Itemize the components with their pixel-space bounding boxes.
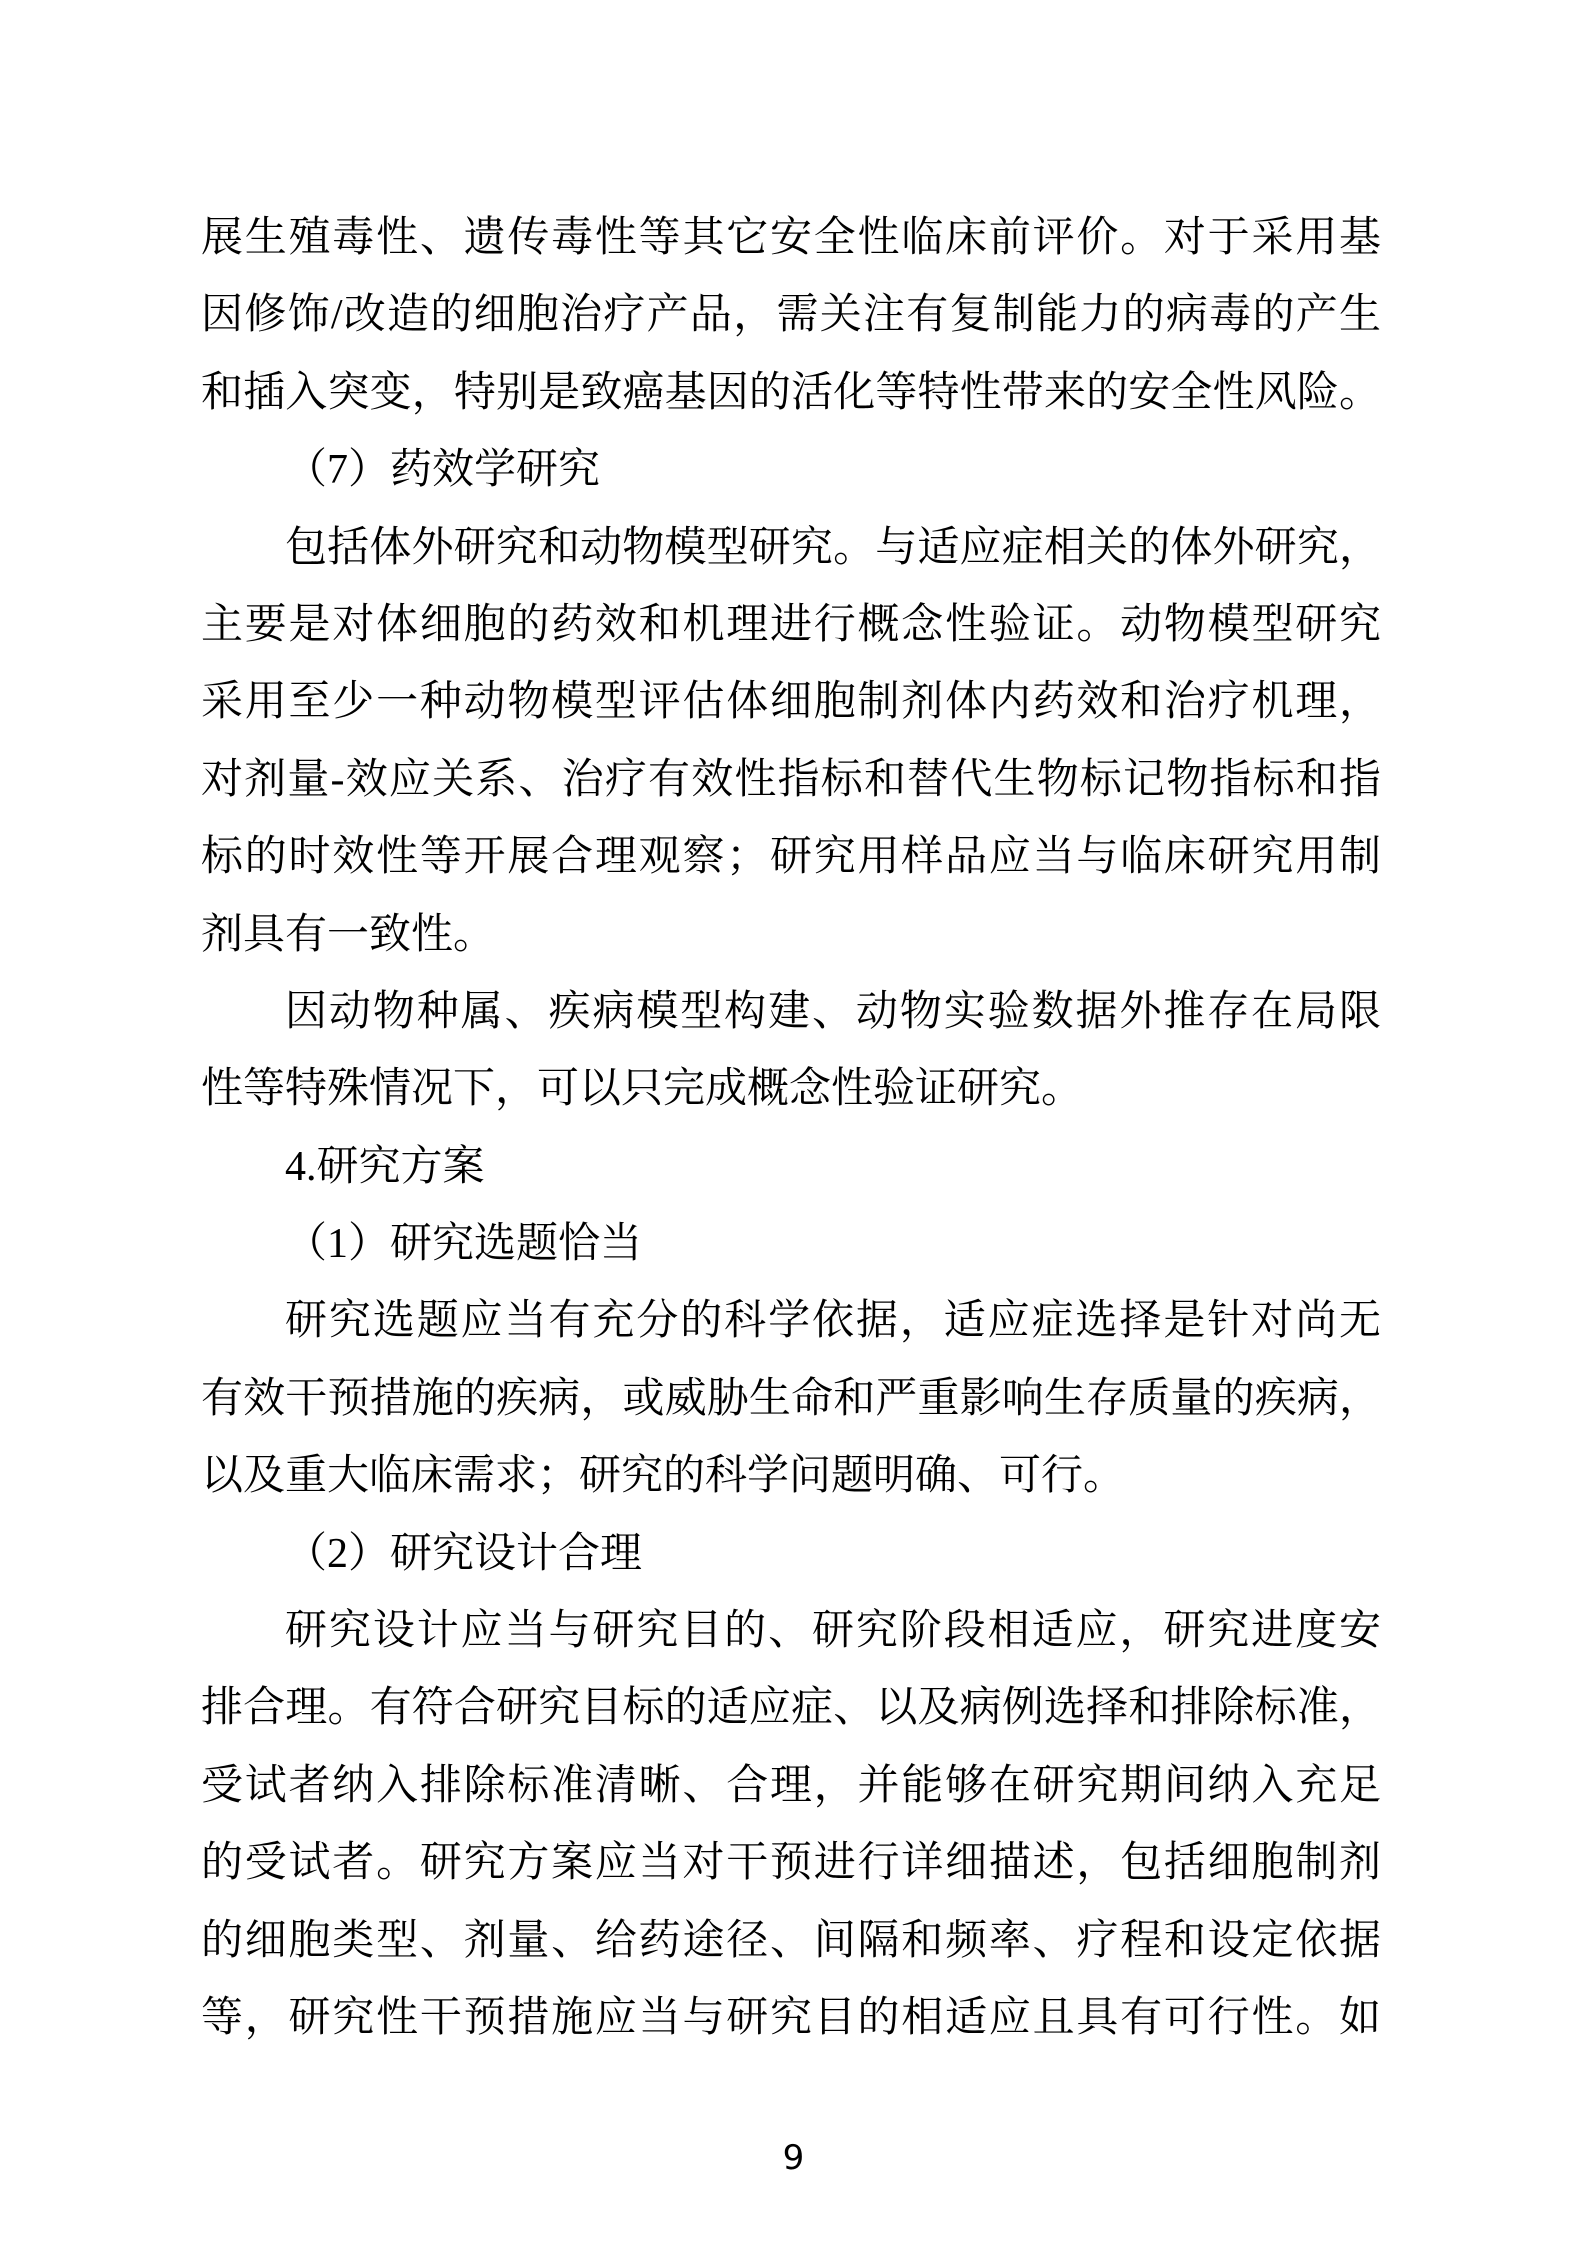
text-line: 因动物种属、疾病模型构建、动物实验数据外推存在局限 [285,988,1381,1035]
text-line: 剂具有一致性。 [201,911,496,958]
text-line: 展生殖毒性、遗传毒性等其它安全性临床前评价。对于采用基 [201,215,1381,261]
text-line: 等，研究性干预措施应当与研究目的相适应且具有可行性。如 [201,1994,1381,2041]
text-line: 标的时效性等开展合理观察；研究用样品应当与临床研究用制 [201,834,1381,881]
text-line: 研究设计应当与研究目的、研究阶段相适应，研究进度安 [285,1608,1381,1655]
text-line: 对剂量-效应关系、治疗有效性指标和替代生物标记物指标和指 [201,756,1381,803]
text-line: 的受试者。研究方案应当对干预进行详细描述，包括细胞制剂 [201,1840,1381,1887]
text-line: （2）研究设计合理 [285,1530,643,1577]
text-line: 采用至少一种动物模型评估体细胞制剂体内药效和治疗机理， [201,679,1381,726]
text-line: 的细胞类型、剂量、给药途径、间隔和频率、疗程和设定依据 [201,1917,1381,1964]
text-line: 以及重大临床需求；研究的科学问题明确、可行。 [201,1453,1126,1500]
text-line: 性等特殊情况下，可以只完成概念性验证研究。 [201,1066,1084,1113]
text-line: 和插入突变，特别是致癌基因的活化等特性带来的安全性风险。 [201,369,1381,416]
text-line: 主要是对体细胞的药效和机理进行概念性验证。动物模型研究 [201,601,1381,648]
text-line: 研究选题应当有充分的科学依据，适应症选择是针对尚无 [285,1298,1381,1345]
text-line: （7）药效学研究 [285,447,601,494]
text-line: 有效干预措施的疾病，或威胁生命和严重影响生存质量的疾病， [201,1375,1381,1422]
text-line: 排合理。有符合研究目标的适应症、以及病例选择和排除标准， [201,1685,1381,1732]
document-body-text [201,200,1381,2057]
page-number: 9 [782,2138,805,2178]
text-line: （1）研究选题恰当 [285,1221,643,1268]
page-footer [0,2138,1587,2178]
text-line: 因修饰/改造的细胞治疗产品，需关注有复制能力的病毒的产生 [201,292,1381,339]
text-line: 包括体外研究和动物模型研究。与适应症相关的体外研究， [285,524,1381,571]
text-line: 受试者纳入排除标准清晰、合理，并能够在研究期间纳入充足 [201,1762,1381,1809]
text-line: 4.研究方案 [285,1143,485,1190]
